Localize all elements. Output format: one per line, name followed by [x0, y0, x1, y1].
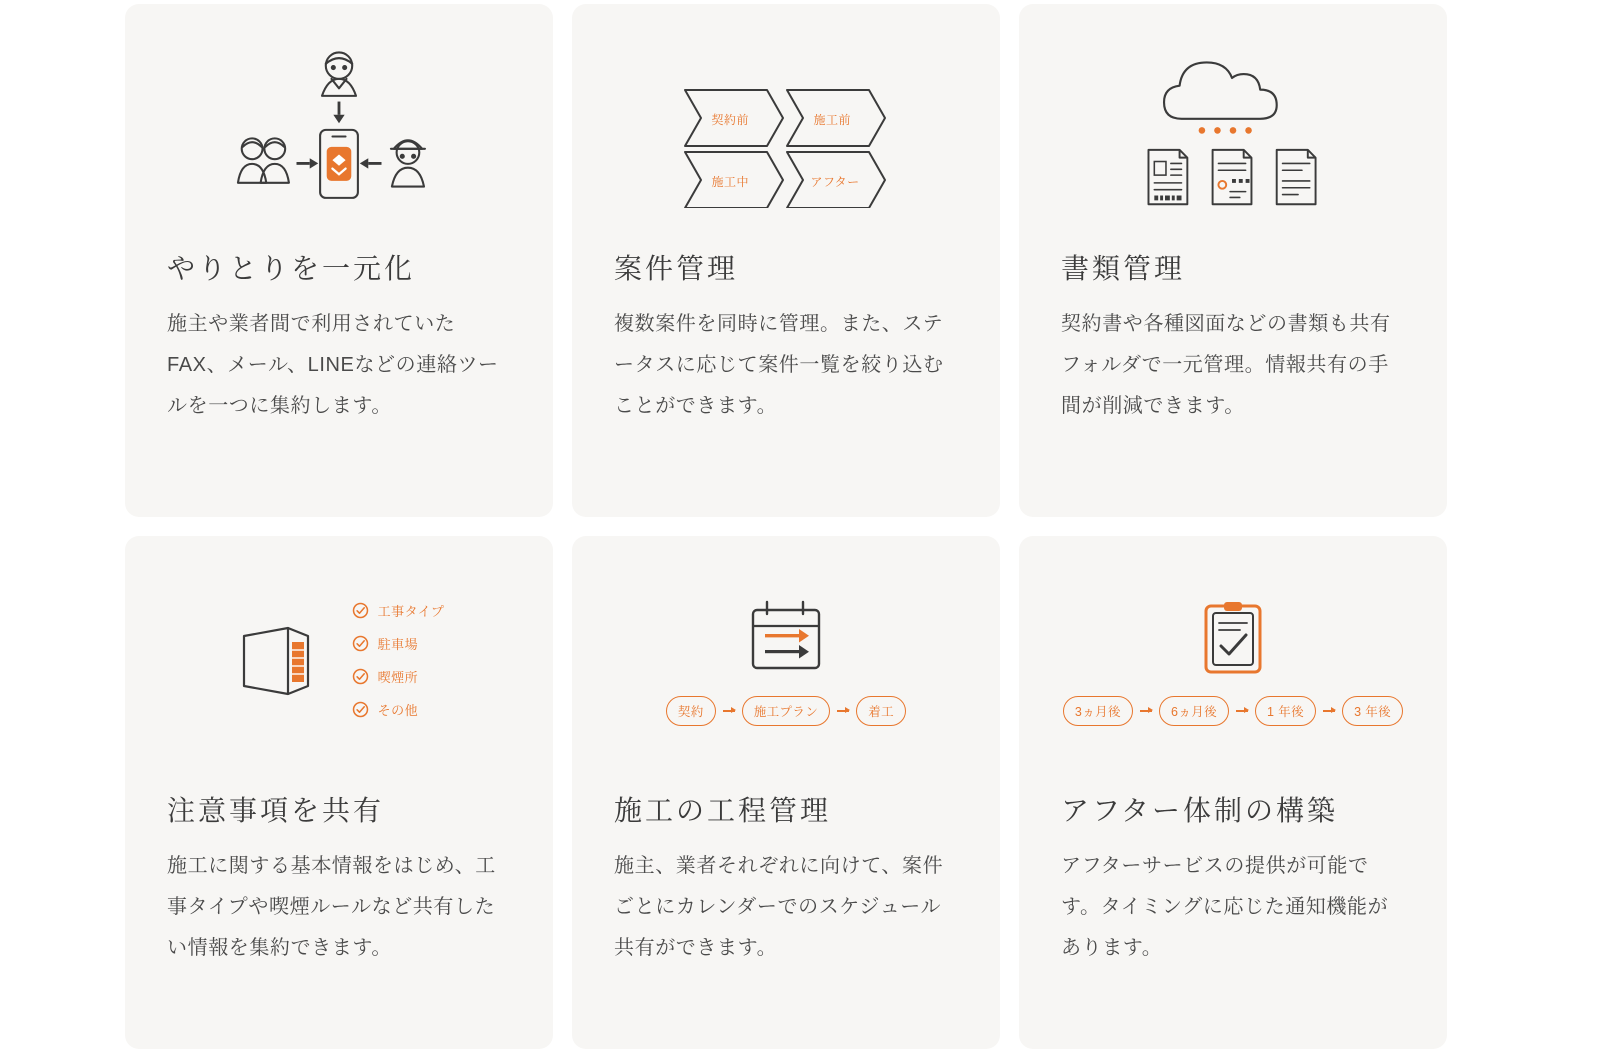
chevron-phases-icon: [679, 48, 894, 208]
step-pill: 施工プラン: [742, 696, 831, 726]
step-arrow-icon: [837, 710, 849, 711]
checklist-item-label: 駐車場: [377, 637, 419, 652]
checklist-item: [352, 634, 445, 653]
phase-label: アフター: [810, 175, 860, 189]
checklist-item-label: 喫煙所: [377, 670, 419, 685]
illustration-people-smartphone: [167, 4, 511, 252]
checklist-item: [352, 601, 445, 620]
check-circle-icon: [352, 602, 369, 619]
checklist-item-label: その他: [377, 703, 419, 718]
phase-label: 施工中: [711, 175, 750, 189]
phase-label: 施工前: [813, 113, 852, 127]
people-smartphone-icon: [199, 43, 479, 213]
check-circle-icon: [352, 668, 369, 685]
card-body: アフターサービスの提供が可能です。タイミングに応じた通知機能があります。: [1061, 854, 1389, 959]
illustration-cloud-documents: [1061, 4, 1405, 252]
timeline-pill: 3 年後: [1342, 696, 1403, 726]
timeline-pill: 1 年後: [1255, 696, 1316, 726]
timeline-pill: 6ヵ月後: [1159, 696, 1229, 726]
clipboard-check-icon: [1190, 594, 1276, 680]
feature-card-aftercare-system: [1019, 536, 1447, 1049]
card-body: 施主や業者間で利用されていたFAX、メール、LINEなどの連絡ツールを一つに集約します。: [167, 312, 499, 417]
checklist-item-label: 工事タイプ: [377, 604, 445, 619]
process-steps: [666, 696, 906, 726]
calendar-arrow-icon: [743, 594, 829, 680]
card-title: 施工の工程管理: [614, 795, 832, 826]
checklist-item: [352, 667, 445, 686]
feature-card-share-notes: [125, 536, 553, 1049]
card-title: アフター体制の構築: [1061, 795, 1339, 826]
card-body: 施工に関する基本情報をはじめ、工事タイプや喫煙ルールなど共有したい情報を集約できます。: [167, 854, 496, 959]
illustration-clipboard-check: [1061, 536, 1405, 784]
card-title: 案件管理: [614, 253, 739, 284]
check-circle-icon: [352, 635, 369, 652]
feature-card-unify-communication: [125, 4, 553, 517]
phase-label: 契約前: [711, 113, 750, 127]
card-title: 注意事項を共有: [167, 795, 385, 826]
illustration-calendar-arrow: [614, 536, 958, 784]
illustration-chevron-phases: [614, 4, 958, 252]
card-title: やりとりを一元化: [167, 253, 416, 284]
timeline-arrow-icon: [1236, 710, 1248, 711]
cloud-documents-icon: [1108, 43, 1358, 213]
timeline-pill: 3ヵ月後: [1063, 696, 1133, 726]
feature-card-project-management: [572, 4, 1000, 517]
card-body: 複数案件を同時に管理。また、ステータスに応じて案件一覧を絞り込むことができます。: [614, 312, 944, 417]
timeline-arrow-icon: [1140, 710, 1152, 711]
checklist-item: [352, 700, 445, 719]
step-arrow-icon: [723, 710, 735, 711]
step-pill: 契約: [666, 696, 716, 726]
aftercare-timeline: [1063, 696, 1403, 726]
card-body: 契約書や各種図面などの書類も共有フォルダで一元管理。情報共有の手間が削減できます。: [1061, 312, 1391, 417]
card-title: 書類管理: [1061, 253, 1186, 284]
check-circle-icon: [352, 701, 369, 718]
folder-checklist-icon: [234, 614, 326, 706]
feature-card-schedule-management: [572, 536, 1000, 1049]
timeline-arrow-icon: [1323, 710, 1335, 711]
step-pill: 着工: [856, 696, 906, 726]
card-body: 施主、業者それぞれに向けて、案件ごとにカレンダーでのスケジュール共有ができます。: [614, 854, 944, 959]
feature-card-document-management: [1019, 4, 1447, 517]
illustration-folder-checklist: [167, 536, 511, 784]
checklist: [352, 601, 445, 719]
